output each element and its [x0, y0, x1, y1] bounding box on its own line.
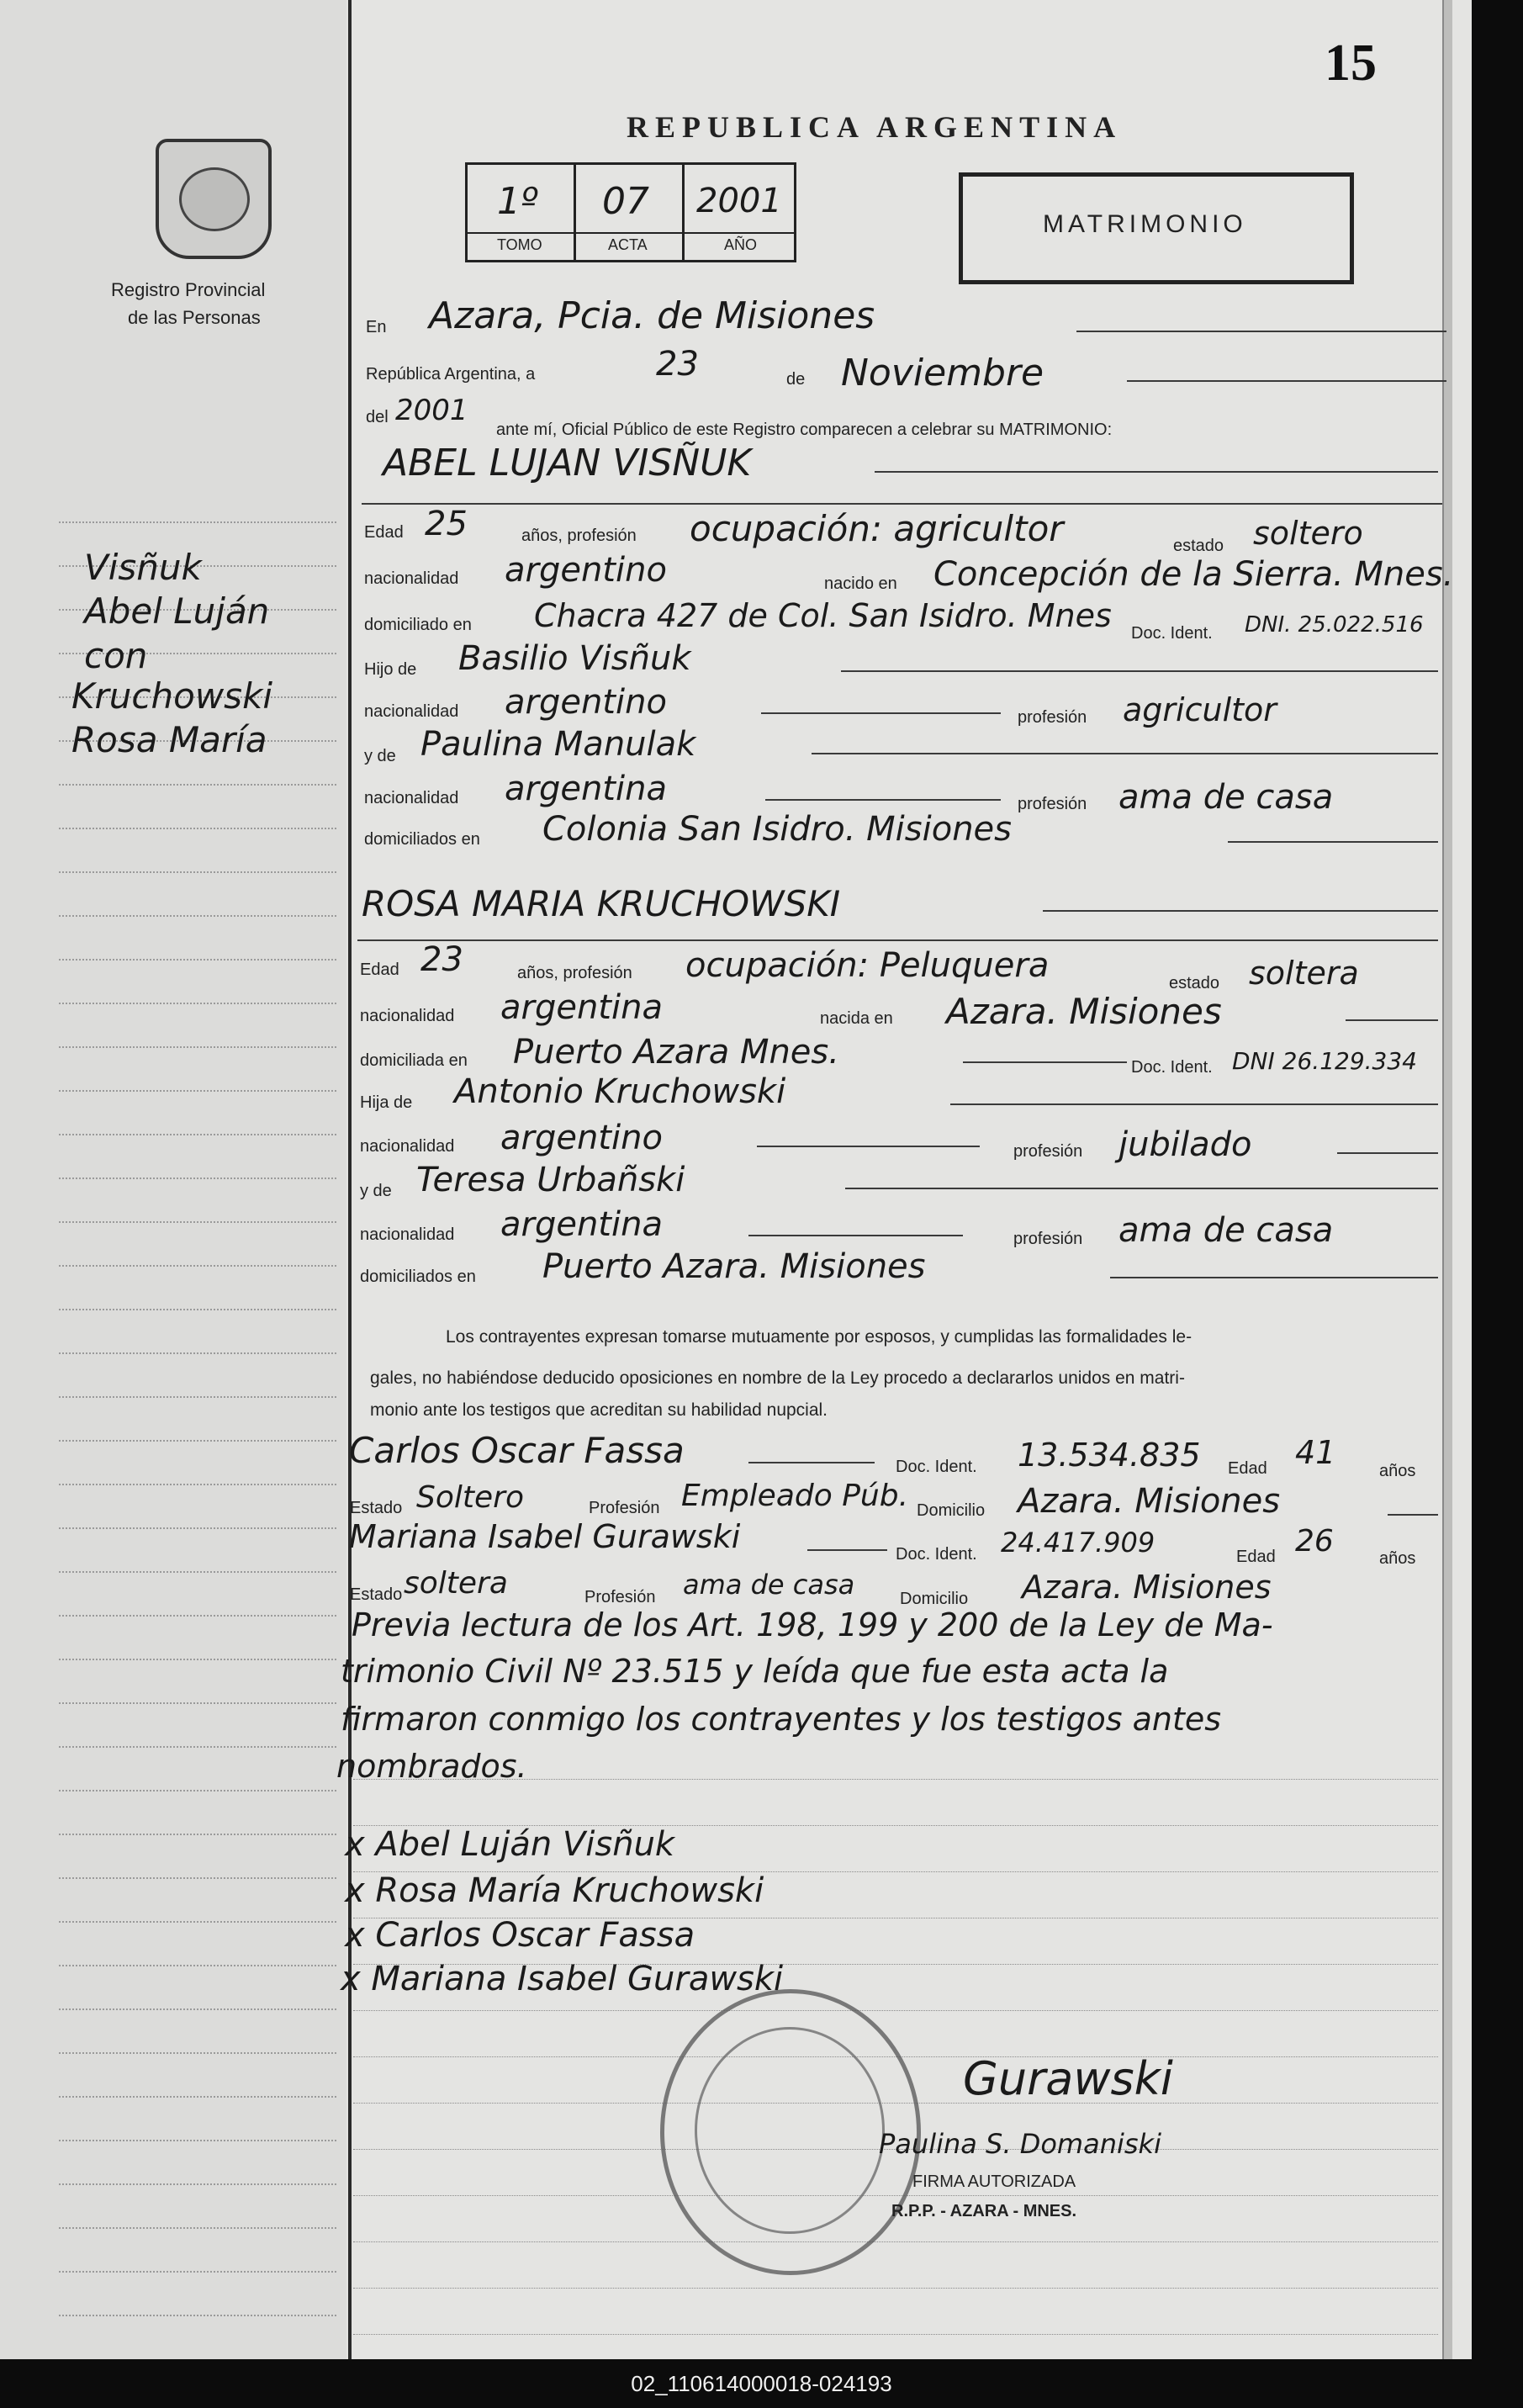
- republica-label: República Argentina, a: [366, 365, 536, 384]
- declaration-line-2: gales, no habiéndose deducido oposiciones en nombre de la Ley procedo a declararlos unidos en matri-: [370, 1368, 1185, 1388]
- witness2-profesion: ama de casa: [683, 1569, 855, 1601]
- margin-guide-line: [59, 1965, 336, 1966]
- witness2-edad: 26: [1295, 1524, 1334, 1559]
- groom-nacido-en: Concepción de la Sierra. Mnes.: [933, 555, 1454, 594]
- margin-guide-line: [59, 1352, 336, 1354]
- ano-value: 2001: [696, 182, 782, 220]
- margin-guide-line: [59, 2227, 336, 2229]
- margin-guide-line: [59, 1615, 336, 1617]
- intro-statement: ante mí, Oficial Público de este Registro comparecen a celebrar su MATRIMONIO:: [496, 421, 1113, 439]
- month-value: Noviembre: [841, 352, 1044, 394]
- margin-guide-line: [59, 1178, 336, 1179]
- witness2-name: Mariana Isabel Gurawski: [349, 1518, 741, 1555]
- margin-note-4: Kruchowski: [71, 675, 273, 717]
- witness1-doc: 13.534.835: [1018, 1437, 1201, 1474]
- witness2-domicilio: Azara. Misiones: [1022, 1569, 1272, 1606]
- margin-guide-line: [59, 2052, 336, 2054]
- witness2-doc: 24.417.909: [1001, 1527, 1155, 1559]
- groom-madre-nac-label: nacionalidad: [364, 789, 459, 807]
- page-number: 15: [1325, 34, 1377, 92]
- groom-nac-label: nacionalidad: [364, 569, 459, 588]
- official-signature: Gurawski: [963, 2052, 1173, 2105]
- body-guide-line: [353, 1779, 1438, 1780]
- tomo-label: TOMO: [497, 236, 542, 253]
- del-label: del: [366, 408, 389, 426]
- bride-madre-prof-label: profesión: [1013, 1230, 1083, 1248]
- bride-nacida-en: Azara. Misiones: [946, 991, 1222, 1032]
- groom-madre-prof: ama de casa: [1118, 778, 1334, 817]
- groom-hijo-label: Hijo de: [364, 660, 417, 679]
- margin-guide-line: [59, 1921, 336, 1923]
- witness1-anos-label: años: [1379, 1462, 1416, 1480]
- margin-guide-line: [59, 1746, 336, 1748]
- groom-padre-nac: argentino: [505, 683, 667, 722]
- bride-madre-nac: argentina: [500, 1205, 663, 1244]
- margin-guide-line: [59, 1440, 336, 1442]
- margin-guide-line: [59, 1221, 336, 1223]
- margin-guide-line: [59, 959, 336, 961]
- margin-note-5: Rosa María: [71, 719, 267, 760]
- page-edge: [1442, 0, 1452, 2359]
- margin-guide-line: [59, 1484, 336, 1485]
- witness1-doc-label: Doc. Ident.: [896, 1458, 977, 1476]
- body-guide-line: [353, 2241, 1438, 2242]
- bride-padre-nac-label: nacionalidad: [360, 1137, 455, 1156]
- groom-padre: Basilio Visñuk: [458, 639, 691, 678]
- witness2-doc-label: Doc. Ident.: [896, 1545, 977, 1564]
- acta-box: [465, 162, 796, 262]
- bride-padre-prof-label: profesión: [1013, 1142, 1083, 1161]
- footer-code: 02_110614000018-024193: [0, 2359, 1523, 2408]
- official-name-signature: Paulina S. Domaniski: [879, 2128, 1161, 2160]
- groom-edad-label: Edad: [364, 523, 404, 542]
- margin-guide-line: [59, 1877, 336, 1879]
- acta-value: 07: [602, 180, 649, 223]
- bride-prof-label: años, profesión: [517, 964, 632, 982]
- witness1-edad-label: Edad: [1228, 1459, 1267, 1478]
- bride-edad: 23: [420, 940, 463, 979]
- margin-divider: [348, 0, 352, 2359]
- margin-guide-line: [59, 1309, 336, 1310]
- groom-doc: DNI. 25.022.516: [1245, 612, 1424, 638]
- witness2-estado-label: Estado: [350, 1585, 403, 1604]
- margin-guide-line: [59, 1090, 336, 1092]
- registry-line2: de las Personas: [128, 307, 261, 328]
- groom-madre-nac: argentina: [505, 770, 667, 808]
- body-guide-line: [353, 2334, 1438, 2335]
- witness2-edad-label: Edad: [1236, 1548, 1276, 1566]
- groom-madre: Paulina Manulak: [420, 725, 696, 764]
- bride-nacida-label: nacida en: [820, 1009, 893, 1028]
- registry-line1: Registro Provincial: [111, 279, 266, 300]
- declaration-line-3: monio ante los testigos que acreditan su habilidad nupcial.: [370, 1400, 828, 1420]
- margin-guide-line: [59, 1134, 336, 1135]
- groom-dom-label: domiciliado en: [364, 616, 472, 634]
- margin-guide-line: [59, 1702, 336, 1704]
- groom-padre-prof: agricultor: [1123, 691, 1277, 728]
- bride-name: ROSA MARIA KRUCHOWSKI: [362, 883, 841, 924]
- bride-padre-prof: jubilado: [1118, 1125, 1252, 1164]
- margin-column: [0, 0, 346, 2359]
- margin-guide-line: [59, 915, 336, 917]
- bride-nac-label: nacionalidad: [360, 1007, 455, 1025]
- signature-witness1: x Carlos Oscar Fassa: [345, 1916, 695, 1955]
- witness1-name: Carlos Oscar Fassa: [349, 1430, 685, 1471]
- bride-profesion: ocupación: Peluquera: [685, 946, 1050, 985]
- margin-note-1: Visñuk: [84, 547, 202, 588]
- witness1-estado: Soltero: [416, 1480, 524, 1515]
- bride-doc: DNI 26.129.334: [1232, 1047, 1417, 1075]
- margin-guide-line: [59, 2140, 336, 2141]
- official-office-label: R.P.P. - AZARA - MNES.: [891, 2202, 1077, 2220]
- signature-bride: x Rosa María Kruchowski: [345, 1871, 764, 1910]
- record-type: MATRIMONIO: [1043, 210, 1247, 238]
- margin-guide-line: [59, 1834, 336, 1835]
- bride-dom-label: domiciliada en: [360, 1051, 468, 1070]
- margin-note-2: Abel Luján: [84, 590, 270, 632]
- groom-madre-prof-label: profesión: [1018, 795, 1087, 813]
- groom-edad: 25: [425, 505, 468, 543]
- groom-domicilio: Chacra 427 de Col. San Isidro. Mnes: [534, 597, 1112, 634]
- margin-guide-line: [59, 1571, 336, 1573]
- margin-guide-line: [59, 2008, 336, 2010]
- margin-guide-line: [59, 2271, 336, 2273]
- country-title: REPUBLICA ARGENTINA: [627, 110, 1123, 144]
- bride-nacionalidad: argentina: [500, 988, 663, 1027]
- bride-padre: Antonio Kruchowski: [454, 1072, 786, 1111]
- witness2-anos-label: años: [1379, 1549, 1416, 1568]
- groom-padre-nac-label: nacionalidad: [364, 702, 459, 721]
- en-label: En: [366, 318, 387, 336]
- record-type-box: [959, 172, 1354, 284]
- margin-guide-line: [59, 1396, 336, 1398]
- coat-of-arms-icon: [156, 139, 272, 259]
- bride-domicilio: Puerto Azara Mnes.: [513, 1033, 839, 1072]
- tomo-value: 1º: [497, 180, 538, 223]
- signature-witness2: x Mariana Isabel Gurawski: [341, 1960, 784, 1998]
- margin-guide-line: [59, 871, 336, 873]
- bride-estado: soltera: [1249, 955, 1359, 992]
- closing-line-3: firmaron conmigo los contrayentes y los testigos antes: [341, 1701, 1222, 1738]
- witness1-estado-label: Estado: [350, 1499, 403, 1517]
- acta-label: ACTA: [608, 236, 648, 253]
- margin-guide-line: [59, 1003, 336, 1004]
- closing-line-1: Previa lectura de los Art. 198, 199 y 200 de la Ley de Ma-: [352, 1606, 1273, 1643]
- bride-madre-nac-label: nacionalidad: [360, 1225, 455, 1244]
- closing-line-4: nombrados.: [336, 1748, 527, 1785]
- margin-guide-line: [59, 1659, 336, 1660]
- groom-profesion: ocupación: agricultor: [690, 508, 1064, 549]
- margin-guide-line: [59, 1790, 336, 1791]
- groom-padre-prof-label: profesión: [1018, 708, 1087, 727]
- bride-yde-label: y de: [360, 1182, 392, 1200]
- margin-guide-line: [59, 2183, 336, 2185]
- bride-padres-dom-label: domiciliados en: [360, 1268, 476, 1286]
- firma-autorizada-label: FIRMA AUTORIZADA: [912, 2172, 1076, 2191]
- closing-line-2: trimonio Civil Nº 23.515 y leída que fue esta acta la: [341, 1653, 1169, 1690]
- groom-estado-label: estado: [1173, 537, 1224, 555]
- bride-hija-label: Hija de: [360, 1093, 413, 1112]
- groom-name: ABEL LUJAN VISÑUK: [383, 442, 752, 484]
- body-guide-line: [353, 2010, 1438, 2011]
- bride-padre-nac: argentino: [500, 1119, 663, 1157]
- day-value: 23: [656, 345, 699, 384]
- body-guide-line: [353, 2288, 1438, 2289]
- margin-guide-line: [59, 1046, 336, 1048]
- bride-padres-dom: Puerto Azara. Misiones: [542, 1247, 926, 1286]
- margin-guide-line: [59, 1265, 336, 1267]
- witness2-prof-label: Profesión: [584, 1588, 656, 1606]
- groom-yde-label: y de: [364, 747, 396, 765]
- witness1-dom-label: Domicilio: [917, 1501, 986, 1520]
- witness1-prof-label: Profesión: [589, 1499, 660, 1517]
- groom-estado: soltero: [1253, 515, 1363, 552]
- witness1-domicilio: Azara. Misiones: [1018, 1482, 1281, 1521]
- margin-guide-line: [59, 828, 336, 829]
- bride-madre-prof: ama de casa: [1118, 1211, 1334, 1250]
- witness1-profesion: Empleado Púb.: [681, 1479, 909, 1513]
- groom-nacido-label: nacido en: [824, 574, 897, 593]
- margin-guide-line: [59, 521, 336, 523]
- de-label: de: [786, 370, 806, 389]
- ano-label: AÑO: [724, 236, 758, 253]
- bride-doc-label: Doc. Ident.: [1131, 1058, 1213, 1077]
- year-value: 2001: [395, 394, 468, 427]
- witness1-edad: 41: [1295, 1434, 1336, 1471]
- witness2-estado: soltera: [404, 1566, 508, 1601]
- groom-nacionalidad: argentino: [505, 551, 667, 590]
- signature-groom: x Abel Luján Visñuk: [345, 1825, 675, 1864]
- margin-guide-line: [59, 2315, 336, 2316]
- bride-madre: Teresa Urbañski: [416, 1161, 685, 1199]
- margin-guide-line: [59, 784, 336, 786]
- groom-prof-label: años, profesión: [521, 527, 637, 545]
- groom-doc-label: Doc. Ident.: [1131, 624, 1213, 643]
- groom-padres-dom: Colonia San Isidro. Misiones: [542, 810, 1012, 849]
- witness2-dom-label: Domicilio: [900, 1590, 969, 1608]
- bride-edad-label: Edad: [360, 961, 399, 979]
- bride-estado-label: estado: [1169, 974, 1220, 992]
- margin-guide-line: [59, 2096, 336, 2098]
- place-value: Azara, Pcia. de Misiones: [429, 294, 875, 337]
- margin-guide-line: [59, 1527, 336, 1529]
- declaration-line-1: Los contrayentes expresan tomarse mutuamente por esposos, y cumplidas las formalidades le-: [446, 1327, 1192, 1347]
- groom-padres-dom-label: domiciliados en: [364, 830, 480, 849]
- margin-note-3: con: [84, 635, 148, 676]
